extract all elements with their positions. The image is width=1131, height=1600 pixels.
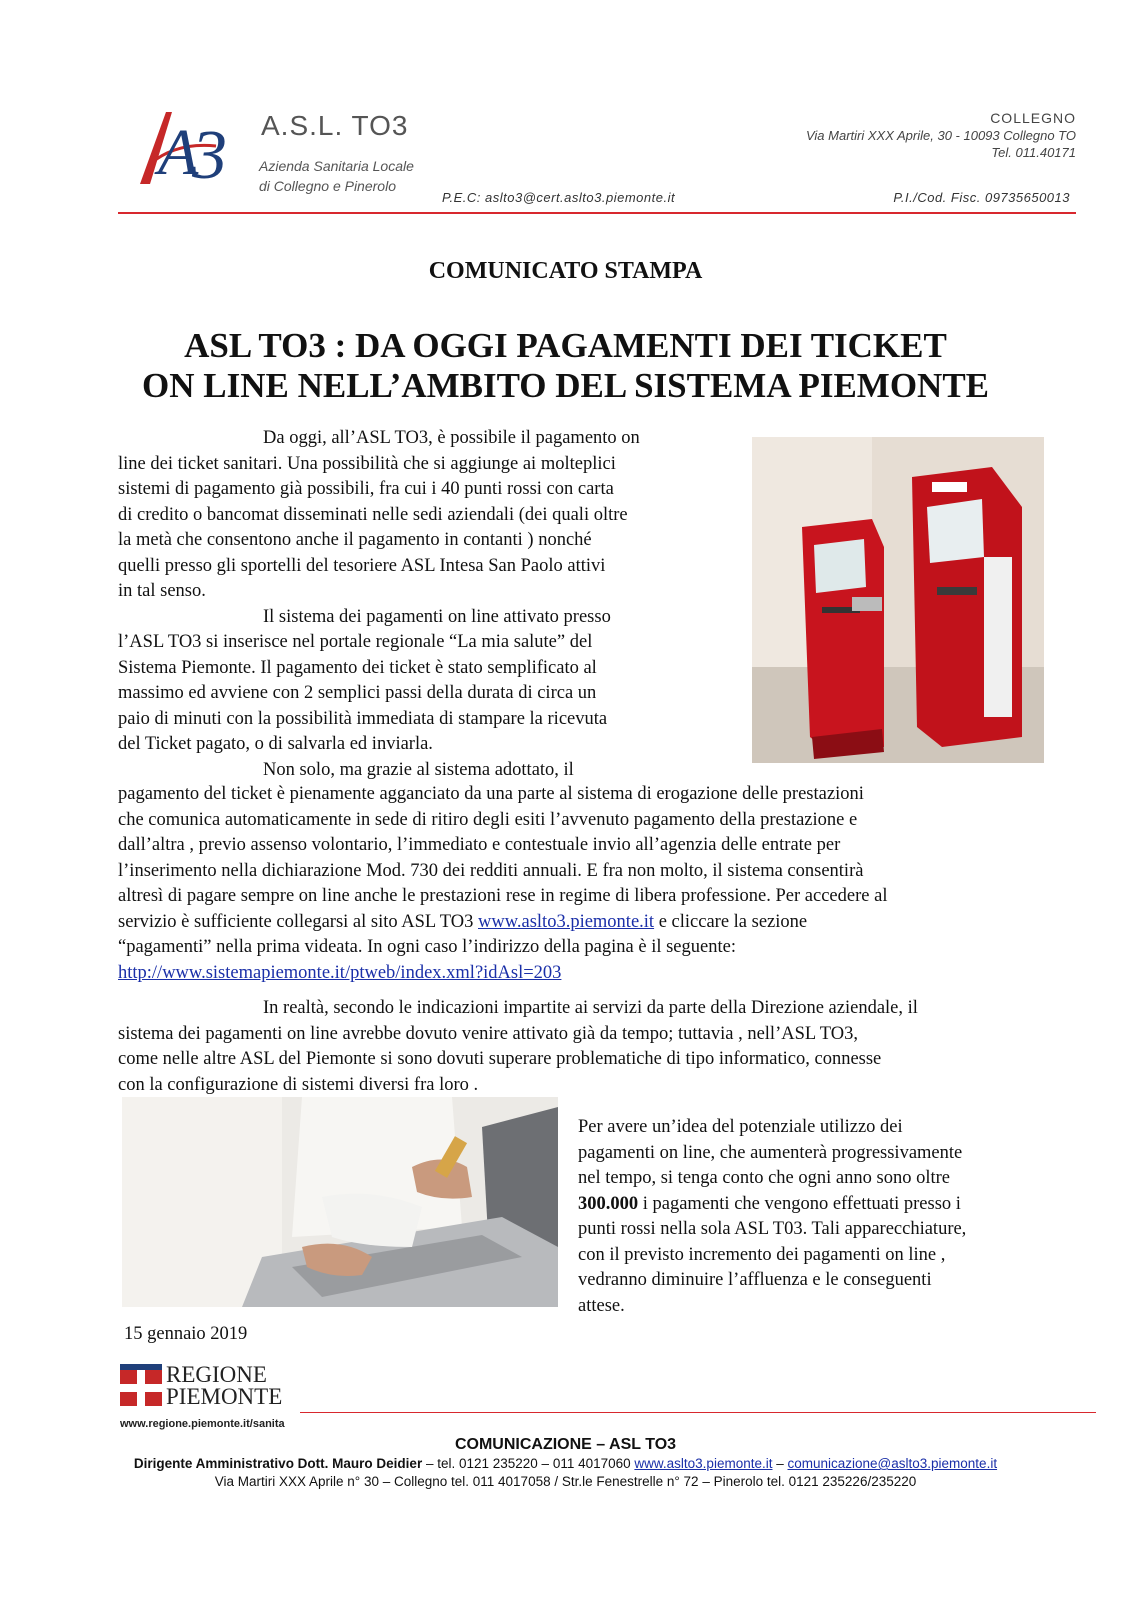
org-name: A.S.L. TO3 [261, 110, 409, 141]
text-line: paio di minuti con la possibilità immediata di stampare la ricevuta [118, 708, 608, 729]
footer-title: COMUNICAZIONE – ASL TO3 [454, 1436, 677, 1453]
svg-text:3: 3 [192, 117, 227, 192]
text-line: la metà che consentono anche il pagamento in contanti ) nonché [118, 530, 592, 550]
office-address [806, 110, 1076, 161]
footer-email-link[interactable]: comunicazione@aslto3.piemonte.it [787, 1456, 998, 1471]
text-line: punti rossi nella sola ASL T03. Tali apparecchiature, [578, 1219, 967, 1239]
tax-code: P.I./Cod. Fisc. 09735650013 [893, 190, 1070, 205]
text-line: dall’altra , previo assenso volontario, l’immediato e contestuale invio all’agenzia delle entrate per [118, 835, 841, 855]
text-line: altresì di pagare sempre on line anche le prestazioni rese in regime di libera professione. Per accedere al [118, 886, 888, 906]
text-line: Da oggi, all’ASL TO3, è possibile il pagamento on [263, 428, 640, 448]
regione-url: www.regione.piemonte.it/sanita [120, 1418, 285, 1430]
headline-line1: ASL TO3 : DA OGGI PAGAMENTI DEI TICKET [184, 326, 947, 365]
text-line: di credito o bancomat disseminati nelle sedi aziendali (dei quali oltre [118, 504, 628, 525]
asl-to3-logo [136, 102, 246, 192]
text-line: del Ticket pagato, o di salvarla ed inviarla. [118, 734, 433, 754]
ticket-kiosk-photo [752, 437, 1044, 763]
text-line-with-link [118, 910, 1056, 936]
text-line: pagamenti on line, che aumenterà progressivamente [578, 1142, 963, 1163]
text-line: “pagamenti” nella prima videata. In ogni caso l’indirizzo della pagina è il seguente: [118, 937, 736, 957]
footer-phones: – tel. 0121 235220 – 011 4017060 [422, 1456, 635, 1471]
text-line: che comunica automaticamente in sede di ritiro degli esiti l’avvenuto pagamento della prestazione e [118, 809, 858, 830]
text-line-url [118, 961, 1056, 987]
text-line: con la configurazione di sistemi diversi fra loro . [118, 1074, 479, 1095]
text-line: vedranno diminuire l’affluenza e le conseguenti [578, 1270, 932, 1290]
text-line: sistemi di pagamento già possibili, fra cui i 40 punti rossi con carta [118, 479, 614, 499]
text-line: Il sistema dei pagamenti on line attivato presso [263, 606, 611, 627]
regione-piemonte-logo [120, 1362, 283, 1409]
regione-piemonte-flag-icon [120, 1364, 162, 1406]
letterhead [118, 92, 1096, 222]
regione-wordmark-line2: PIEMONTE [166, 1384, 283, 1409]
footer-addresses: Via Martiri XXX Aprile n° 30 – Collegno tel. 011 4017058 / Str.le Fenestrelle n° 72 – Pinerolo tel. 0121 235226/235220 [214, 1474, 917, 1489]
office-phone: Tel. 011.40171 [991, 145, 1076, 160]
release-date: 15 gennaio 2019 [124, 1324, 248, 1344]
headline [0, 326, 1131, 406]
text-line: In realtà, secondo le indicazioni impartite ai servizi da parte della Direzione aziendale, il [263, 998, 918, 1018]
pec-address: P.E.C: aslto3@cert.aslto3.piemonte.it [442, 190, 676, 205]
paragraph-integration [118, 782, 1056, 986]
text-fragment: i pagamenti che vengono effettuati presso i [638, 1193, 961, 1214]
footer-manager: Dirigente Amministrativo Dott. Mauro Deidier [133, 1456, 423, 1471]
paragraph-intro [118, 426, 738, 783]
text-line: sistema dei pagamenti on line avrebbe dovuto venire attivato già da tempo; tuttavia , nell’ASL TO3, [118, 1023, 858, 1044]
text-line: line dei ticket sanitari. Una possibilità che si aggiunge ai molteplici [118, 453, 616, 474]
text-line-with-figure [578, 1192, 1056, 1218]
aslto3-site-link[interactable]: www.aslto3.piemonte.it [478, 911, 655, 932]
org-subtitle-line1: Azienda Sanitaria Locale [259, 158, 414, 174]
office-street: Via Martiri XXX Aprile, 30 - 10093 Collegno TO [805, 128, 1076, 143]
org-subtitle-line2: di Collegno e Pinerolo [259, 178, 396, 194]
text-line: con il previsto incremento dei pagamenti on line , [578, 1244, 946, 1265]
footer-site-link[interactable]: www.aslto3.piemonte.it [634, 1456, 773, 1471]
footer-contacts [0, 1456, 1131, 1471]
online-payment-photo [122, 1097, 558, 1307]
text-line: l’ASL TO3 si inserisce nel portale regionale “La mia salute” del [118, 632, 593, 652]
text-fragment: e cliccare la sezione [658, 911, 808, 932]
text-line: nel tempo, si tenga conto che ogni anno sono oltre [578, 1168, 950, 1188]
paragraph-statistics [578, 1115, 1056, 1319]
office-city: COLLEGNO [990, 110, 1076, 126]
headline-line2: ON LINE NELL’AMBITO DEL SISTEMA PIEMONTE [141, 366, 990, 405]
text-line: l’inserimento nella dichiarazione Mod. 730 dei redditi annuali. E fra non molto, il sistema consentirà [118, 860, 864, 881]
press-release-label: COMUNICATO STAMPA [428, 258, 703, 284]
text-line: massimo ed avviene con 2 semplici passi della durata di circa un [118, 683, 597, 703]
org-subtitle [259, 156, 414, 196]
payment-page-link[interactable]: http://www.sistemapiemonte.it/ptweb/index.xml?idAsl=203 [118, 962, 562, 983]
text-line: quelli presso gli sportelli del tesoriere ASL Intesa San Paolo attivi [118, 555, 606, 576]
text-line: Non solo, ma grazie al sistema adottato, il [263, 759, 574, 780]
text-fragment: servizio è sufficiente collegarsi al sito ASL TO3 [118, 911, 474, 932]
payments-count: 300.000 [578, 1193, 639, 1214]
text-line: Sistema Piemonte. Il pagamento dei ticket è stato semplificato al [118, 657, 597, 678]
svg-text:A: A [158, 116, 199, 189]
text-line: Per avere un’idea del potenziale utilizzo dei [578, 1117, 903, 1137]
footer-separator: – [772, 1456, 788, 1471]
letterhead-divider [118, 212, 1076, 214]
text-line: come nelle altre ASL del Piemonte si sono dovuti superare problematiche di tipo informatico, connesse [118, 1049, 882, 1069]
text-line: pagamento del ticket è pienamente agganciato da una parte al sistema di erogazione delle prestazioni [118, 784, 864, 804]
footer-divider [300, 1412, 1096, 1413]
regione-wordmark [166, 1364, 282, 1408]
text-line: attese. [578, 1295, 625, 1316]
regione-wordmark-line1: REGIONE [166, 1362, 267, 1387]
paragraph-background [118, 996, 1056, 1098]
text-line: in tal senso. [118, 581, 206, 601]
